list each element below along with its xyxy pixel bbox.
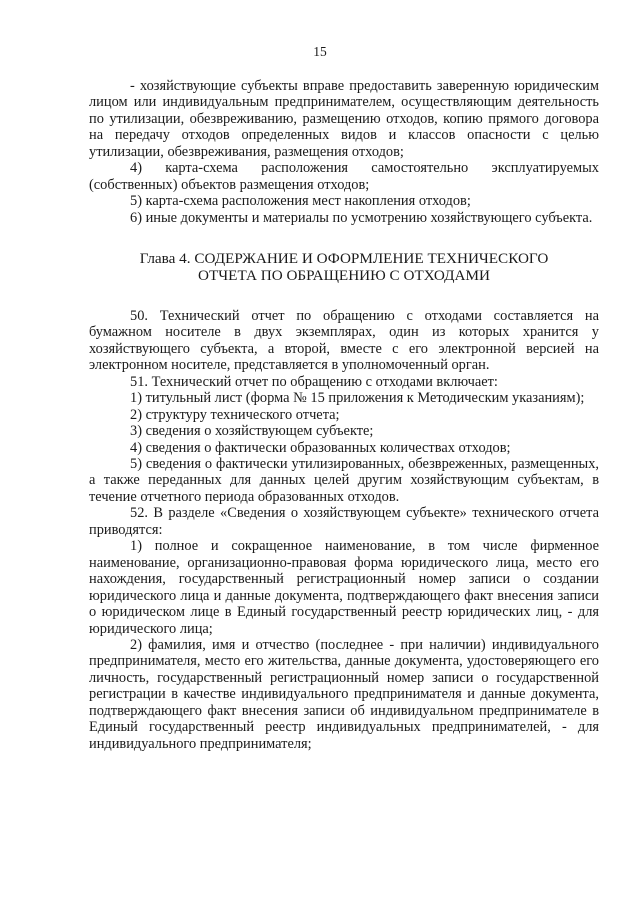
list-item: 5) сведения о фактически утилизированных, обезвреженных, размещенных, а также переданных для данных целей другим хозяйствующим субъектам, в течение отчетного периода образованных отходов. [89,455,599,505]
list-item: 2) структуру технического отчета; [130,406,340,423]
list-item: 1) титульный лист (форма № 15 приложения к Методическим указаниям); [130,390,585,407]
paragraph: 50. Технический отчет по обращению с отходами составляется на бумажном носителе в двух экземплярах, один из которых хранится у хозяйствующего субъекта, а второй, вместе с его электронной версией на электронном носителе, представляется в уполномоченный орган. [89,307,599,374]
paragraph: 5) карта-схема расположения мест накопления отходов; [130,193,471,210]
paragraph: 6) иные документы и материалы по усмотрению хозяйствующего субъекта. [130,209,593,226]
chapter-heading [89,250,599,285]
paragraph: 4) карта-схема расположения самостоятельно эксплуатируемых (собственных) объектов размещения отходов; [89,160,599,193]
page-number: 15 [313,44,327,59]
document-body [89,78,599,752]
paragraph: - хозяйствующие субъекты вправе предоставить заверенную юридическим лицом или индивидуальным предпринимателем, осуществляющим деятельность по утилизации, обезвреживанию, размещению отходов, копию прямого договора на передачу отходов определенных видов и классов опасности с целью утилизации, обезвреживания, размещения отходов; [89,78,599,160]
list-item: 3) сведения о хозяйствующем субъекте; [130,423,374,440]
paragraph: 52. В разделе «Сведения о хозяйствующем субъекте» технического отчета приводятся: [89,505,599,538]
list-item: 1) полное и сокращенное наименование, в том числе фирменное наименование, организационно-правовая форма юридического лица, место его нахождения, государственный регистрационный номер записи о создании юридического лица и данные документа, подтверждающего факт внесения записи о юридическом лице в Единый государственный реестр юридических лиц, - для юридического лица; [89,538,599,637]
chapter-heading-line: ОТЧЕТА ПО ОБРАЩЕНИЮ С ОТХОДАМИ [198,267,490,285]
chapter-heading-line: Глава 4. СОДЕРЖАНИЕ И ОФОРМЛЕНИЕ ТЕХНИЧЕСКОГО [139,250,549,268]
list-item: 4) сведения о фактически образованных количествах отходов; [130,439,511,456]
list-item: 2) фамилия, имя и отчество (последнее - при наличии) индивидуального предпринимателя, место его жительства, данные документа, удостоверяющего его личность, государственный регистрационный номер записи о государственной регистрации в качестве индивидуального предпринимателя и данные документа, подтверждающего факт внесения записи об индивидуальном предпринимателе в Единый государственный реестр индивидуальных предпринимателей, - для индивидуального предпринимателя; [89,636,599,752]
paragraph: 51. Технический отчет по обращению с отходами включает: [130,373,498,390]
